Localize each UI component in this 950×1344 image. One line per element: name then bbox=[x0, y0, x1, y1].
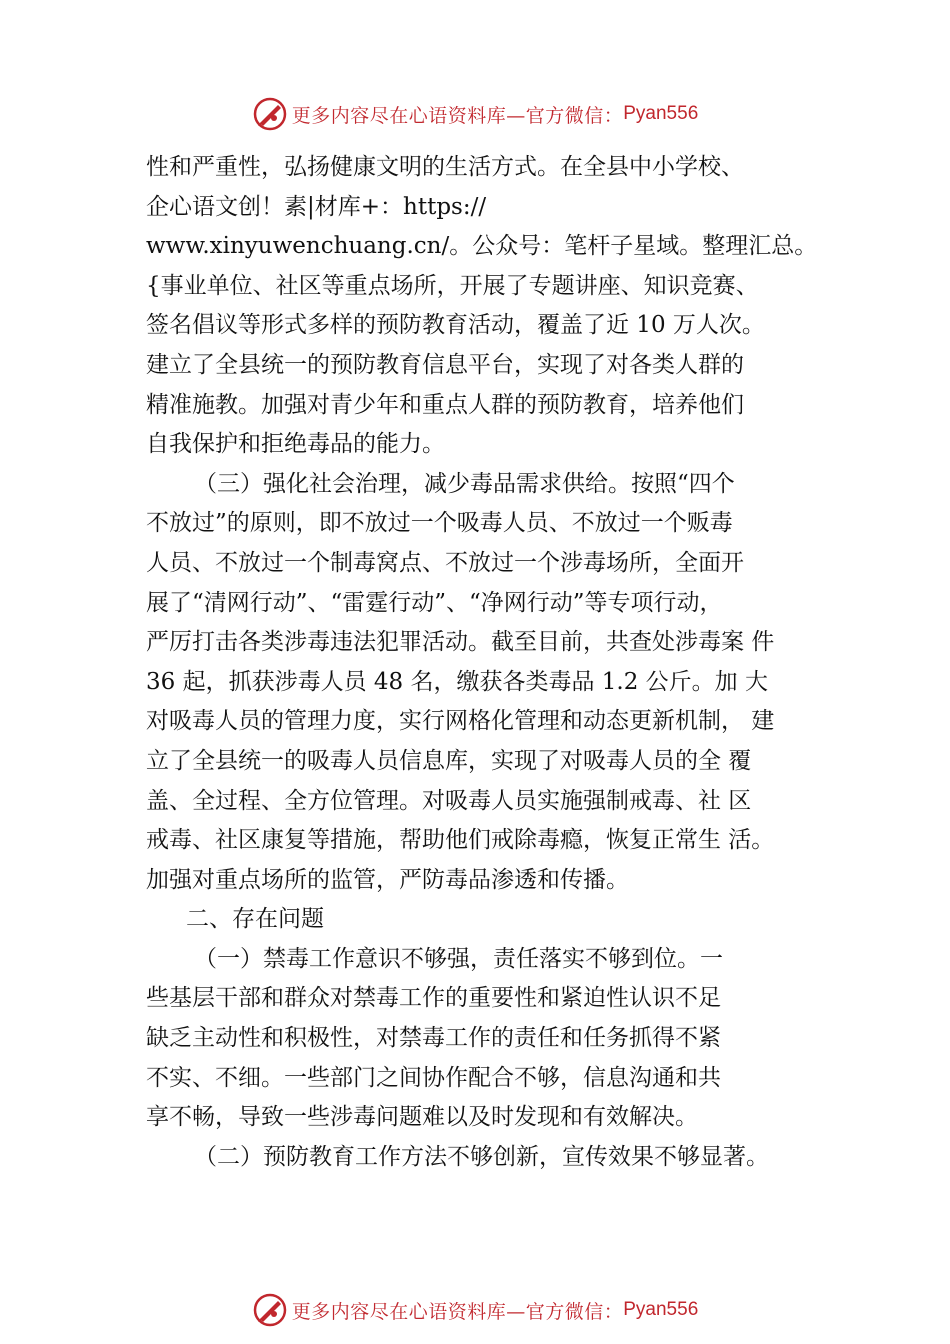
text-line: 签名倡议等形式多样的预防教育活动，覆盖了近 10 万人次。 bbox=[146, 312, 765, 339]
text-line: 自我保护和拒绝毒品的能力。 bbox=[146, 431, 445, 458]
text-line: 严厉打击各类涉毒违法犯罪活动。截至目前，共查处涉毒案 件 bbox=[146, 629, 775, 656]
text-line: 36 起，抓获涉毒人员 48 名，缴获各类毒品 1.2 公斤。加 大 bbox=[146, 668, 768, 695]
text-line: 企心语文创！素|材库+：https:// bbox=[146, 193, 487, 220]
text-line: 享不畅，导致一些涉毒问题难以及时发现和有效解决。 bbox=[146, 1104, 698, 1131]
pen-seal-icon bbox=[252, 96, 288, 132]
section-heading-1: （一）禁毒工作意识不够强，责任落实不够到位。一 bbox=[194, 945, 723, 972]
text-line: 加强对重点场所的监管，严防毒品渗透和传播。 bbox=[146, 866, 629, 893]
text-line: 不实、不细。一些部门之间协作配合不够，信息沟通和共 bbox=[146, 1064, 721, 1091]
text-line: www.xinyuwenchuang.cn/。公众号：笔杆子星域。整理汇总。 bbox=[146, 233, 818, 260]
text-line: 盖、全过程、全方位管理。对吸毒人员实施强制戒毒、社 区 bbox=[146, 787, 752, 814]
section-heading-problems: 二、存在问题 bbox=[186, 906, 324, 933]
banner-text: 更多内容尽在心语资料库—官方微信： bbox=[291, 104, 624, 127]
footer-watermark bbox=[0, 1290, 950, 1330]
section-heading-3: （三）强化社会治理，减少毒品需求供给。按照“四个 bbox=[194, 470, 735, 497]
text-line: 性和严重性，弘扬健康文明的生活方式。在全县中小学校、 bbox=[146, 154, 744, 180]
document-body bbox=[146, 148, 836, 1177]
header-watermark bbox=[0, 94, 950, 134]
text-line: 立了全县统一的吸毒人员信息库，实现了对吸毒人员的全 覆 bbox=[146, 747, 752, 774]
text-line: 展了“清网行动”、“雷霆行动”、“净网行动”等专项行动， bbox=[146, 589, 723, 616]
text-line: 对吸毒人员的管理力度，实行网格化管理和动态更新机制， 建 bbox=[146, 708, 775, 735]
text-line: 戒毒、社区康复等措施，帮助他们戒除毒瘾，恢复正常生 活。 bbox=[146, 827, 775, 854]
pen-seal-icon bbox=[252, 1292, 288, 1328]
text-line: 些基层干部和群众对禁毒工作的重要性和紧迫性认识不足 bbox=[146, 985, 721, 1012]
text-line: 不放过”的原则，即不放过一个吸毒人员、不放过一个贩毒 bbox=[146, 510, 733, 537]
section-heading-2: （二）预防教育工作方法不够创新，宣传效果不够显著。 bbox=[194, 1143, 769, 1170]
banner-wechat-id: Pyan556 bbox=[623, 103, 699, 124]
banner-text: 更多内容尽在心语资料库—官方微信： bbox=[291, 1300, 624, 1323]
banner-wechat-id: Pyan556 bbox=[623, 1299, 699, 1320]
text-line: 精准施教。加强对青少年和重点人群的预防教育，培养他们 bbox=[146, 391, 744, 418]
text-line: 缺乏主动性和积极性，对禁毒工作的责任和任务抓得不紧 bbox=[146, 1025, 721, 1052]
text-line: {事业单位、社区等重点场所，开展了专题讲座、知识竞赛、 bbox=[146, 272, 759, 299]
text-line: 建立了全县统一的预防教育信息平台，实现了对各类人群的 bbox=[146, 351, 744, 378]
text-line: 人员、不放过一个制毒窝点、不放过一个涉毒场所，全面开 bbox=[146, 549, 744, 576]
